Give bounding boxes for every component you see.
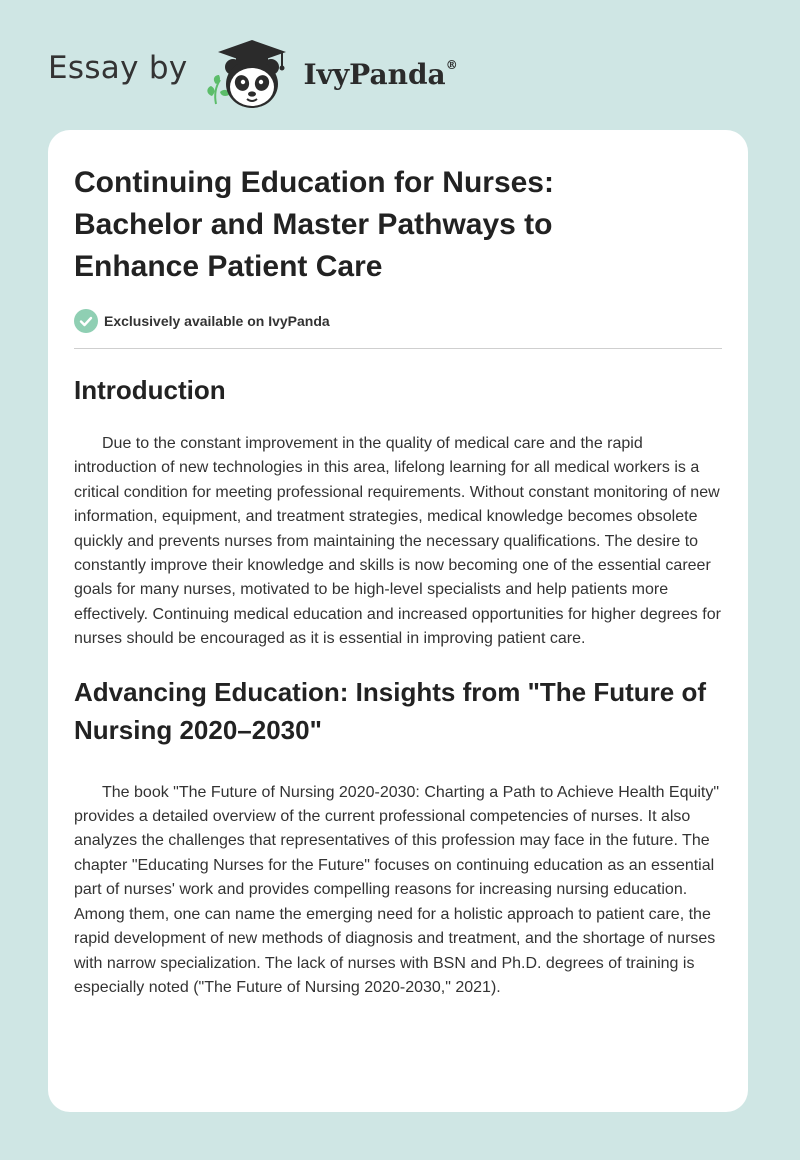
introduction-paragraph: Due to the constant improvement in the quality of medical care and the rapid introduction of new technologies in this area, lifelong learning for all medical workers is a critical condition for meeting professional requirements. Without constant monitoring of new information, equipment, and treatment strategies, medical knowledge becomes obsolete quickly and prevents nurses from maintaining the necessary qualifications. The desire to constantly improve their knowledge and skills is now becoming one of the essential career goals for many nurses, motivated to be high-level specialists and help patients more effectively. Continuing medical education and increased opportunities for higher degrees for nurses should be encouraged as it is essential in improving patient care. [74,435,721,648]
panda-logo-icon[interactable] [202,34,298,114]
essay-card [48,130,748,1112]
check-badge-icon [74,309,98,333]
brand-name[interactable] [304,58,458,91]
section-heading-introduction: Introduction [74,375,226,405]
advancing-education-paragraph: The book "The Future of Nursing 2020-2030: Charting a Path to Achieve Health Equity" provides a detailed overview of the current professional competencies of nurses. It also analyzes the challenges that representatives of this profession may face in the future. The chapter "Educating Nurses for the Future" focuses on continuing education as an essential part of nurses' work and provides compelling reasons for increasing nursing education. Among them, one can name the emerging need for a holistic approach to patient care, the rapid development of new methods of diagnosis and treatment, and the shortage of nurses with narrow specialization. The lack of nurses with BSN and Ph.D. degrees of training is especially noted ("The Future of Nursing 2020-2030," 2021). [74,783,720,996]
brand-name-text: IvyPanda [303,57,446,91]
essay-by-label: Essay by [48,50,188,86]
badge-text: Exclusively available on IvyPanda [104,313,330,329]
page-title: Continuing Education for Nurses: Bachelor and Master Pathways to Enhance Patient Care [74,166,554,283]
registered-mark: ® [445,58,458,73]
exclusive-badge [74,309,722,333]
divider [74,348,722,349]
site-header [48,34,648,114]
section-heading-advancing-education: Advancing Education: Insights from "The Future of Nursing 2020–2030" [74,676,706,745]
